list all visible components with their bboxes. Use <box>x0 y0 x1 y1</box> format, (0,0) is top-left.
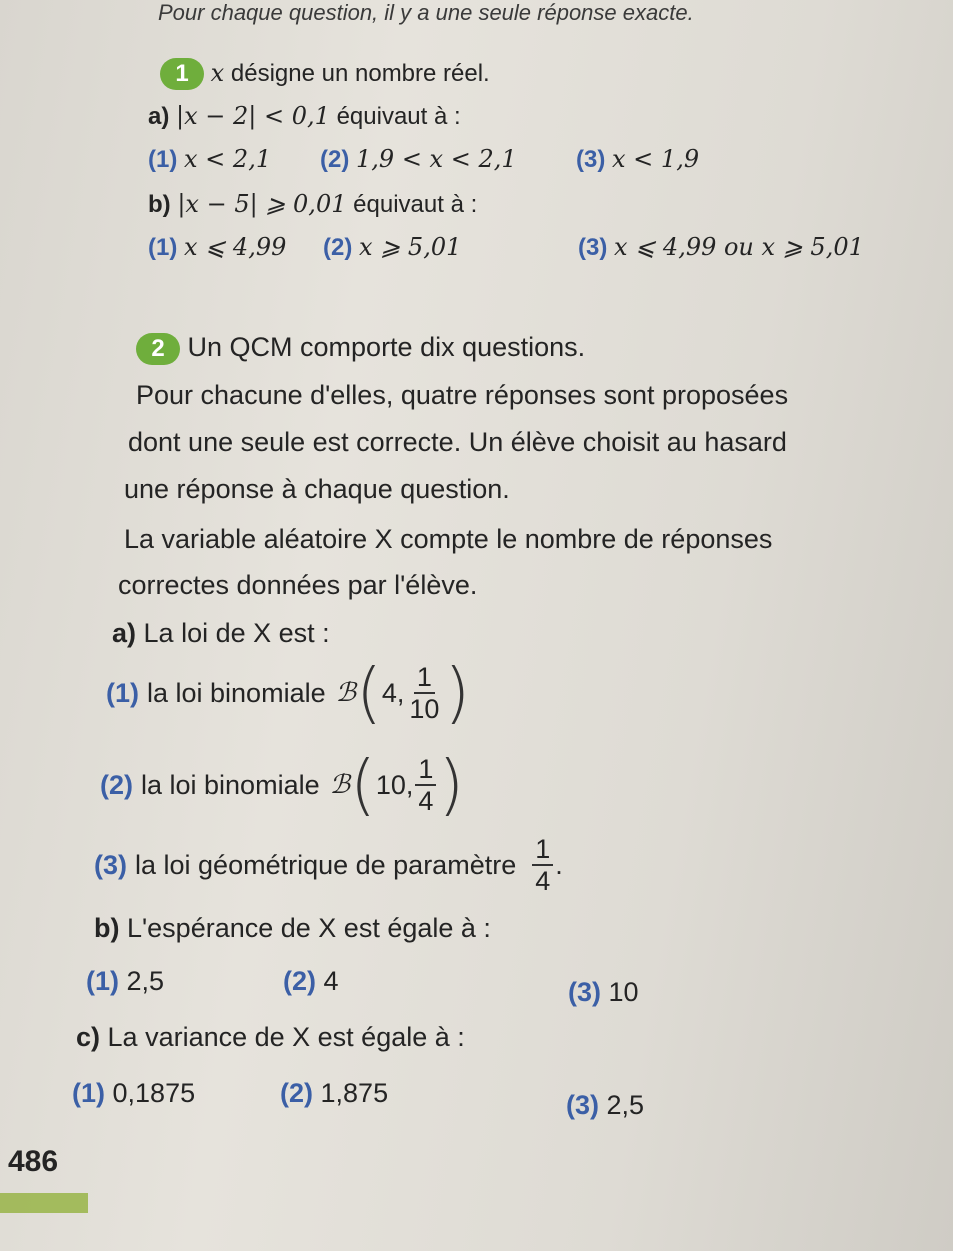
binomial-symbol: ℬ <box>335 678 357 708</box>
exercise-2-line-3: dont une seule est correcte. Un élève choisit au hasard <box>128 427 787 457</box>
exercise-1-part-b <box>148 190 477 219</box>
option-label: (1) <box>148 146 178 173</box>
exercise-2-part-b <box>94 913 491 944</box>
part-b-expression: |x − 5| ⩾ 0,01 <box>177 190 347 218</box>
part-b-option-3 <box>578 233 864 262</box>
part-c-label: c) <box>76 1022 101 1052</box>
part-b-option-1 <box>86 966 164 997</box>
part-c-option-1 <box>72 1078 195 1109</box>
binomial-symbol: ℬ <box>329 770 351 800</box>
option-label: (1) <box>72 1078 105 1108</box>
option-label: (3) <box>578 234 608 261</box>
part-b-text: L'espérance de X est égale à : <box>127 913 491 943</box>
part-a-option-1 <box>106 654 471 731</box>
option-value: 2,5 <box>606 1090 645 1120</box>
denominator: 10 <box>409 694 440 724</box>
binomial-n: 4, <box>381 677 405 708</box>
part-a-option-3 <box>576 145 699 174</box>
numerator: 1 <box>414 662 435 694</box>
part-a-option-1 <box>148 145 271 174</box>
option-label: (2) <box>323 234 353 261</box>
left-paren: ( <box>350 746 376 823</box>
part-a-label: a) <box>112 618 137 648</box>
option-text: la loi géométrique de paramètre <box>135 849 517 880</box>
right-paren: ) <box>444 654 471 731</box>
part-b-option-2 <box>283 966 339 997</box>
exercise-1-header <box>160 58 490 90</box>
option-value: 10 <box>608 977 639 1007</box>
instructions: Pour chaque question, il y a une seule réponse exacte. <box>158 0 694 25</box>
option-value: x < 2,1 <box>184 145 272 173</box>
denominator: 4 <box>418 786 434 816</box>
exercise-2-line-2: Pour chacune d'elles, quatre réponses sont proposées <box>136 380 789 410</box>
binomial-n: 10, <box>375 769 414 800</box>
option-label: (2) <box>320 146 350 173</box>
part-b-option-3 <box>568 977 639 1008</box>
option-text: la loi binomiale <box>141 769 320 800</box>
part-b-option-1 <box>148 233 286 262</box>
part-a-label: a) <box>148 103 170 130</box>
option-label: (1) <box>148 234 178 261</box>
exercise-2-line-6: correctes données par l'élève. <box>118 570 478 600</box>
part-a-expression: |x − 2| < 0,1 <box>176 102 330 130</box>
variable-x: x <box>210 59 225 87</box>
numerator: 1 <box>415 754 436 786</box>
option-value: x ⩾ 5,01 <box>359 233 462 261</box>
exercise-1-part-a <box>148 102 461 131</box>
option-label: (3) <box>576 146 606 173</box>
exercise-2-badge: 2 <box>136 333 180 365</box>
option-text: la loi binomiale <box>147 677 326 708</box>
option-value: 4 <box>323 966 339 996</box>
numerator: 1 <box>532 834 553 866</box>
part-a-text: équivaut à : <box>336 103 461 130</box>
part-b-label: b) <box>148 191 171 218</box>
part-a-option-2 <box>320 145 517 174</box>
part-a-option-3 <box>94 834 563 896</box>
exercise-2-part-c <box>76 1022 465 1053</box>
option-value: x ⩽ 4,99 <box>184 233 287 261</box>
option-label: (1) <box>86 966 119 996</box>
left-paren: ( <box>356 654 382 731</box>
option-label: (2) <box>280 1078 313 1108</box>
fraction <box>406 662 442 724</box>
exercise-2-part-a <box>112 618 330 649</box>
denominator: 4 <box>535 866 551 896</box>
option-value: 1,9 < x < 2,1 <box>356 145 517 173</box>
option-value: x < 1,9 <box>612 145 700 173</box>
option-value: 0,1875 <box>112 1078 196 1108</box>
part-b-label: b) <box>94 913 120 943</box>
part-a-option-2 <box>100 746 465 823</box>
exercise-2-header <box>136 332 585 365</box>
exercise-1-statement: désigne un nombre réel. <box>230 60 490 87</box>
option-label: (1) <box>106 677 139 708</box>
option-label: (3) <box>94 849 127 880</box>
option-value: x ⩽ 4,99 ou x ⩾ 5,01 <box>614 233 864 261</box>
fraction <box>415 754 436 816</box>
exercise-2-line-4: une réponse à chaque question. <box>124 474 510 504</box>
part-b-text: équivaut à : <box>353 191 478 218</box>
right-paren: ) <box>438 746 465 823</box>
option-label: (2) <box>100 769 133 800</box>
option-value: 2,5 <box>126 966 165 996</box>
part-c-option-2 <box>280 1078 388 1109</box>
part-a-text: La loi de X est : <box>143 618 330 648</box>
option-label: (2) <box>283 966 316 996</box>
part-b-option-2 <box>323 233 461 262</box>
option-label: (3) <box>568 977 601 1007</box>
exercise-2-line-1: Un QCM comporte dix questions. <box>187 332 586 362</box>
part-c-option-3 <box>566 1090 644 1121</box>
exercise-2-line-5: La variable aléatoire X compte le nombre de réponses <box>124 524 773 554</box>
fraction <box>532 834 553 896</box>
part-c-text: La variance de X est égale à : <box>107 1022 465 1052</box>
page-color-bar <box>0 1193 88 1213</box>
period: . <box>555 849 563 880</box>
exercise-1-badge: 1 <box>160 58 204 90</box>
page-number: 486 <box>8 1145 59 1178</box>
option-value: 1,875 <box>320 1078 389 1108</box>
option-label: (3) <box>566 1090 599 1120</box>
